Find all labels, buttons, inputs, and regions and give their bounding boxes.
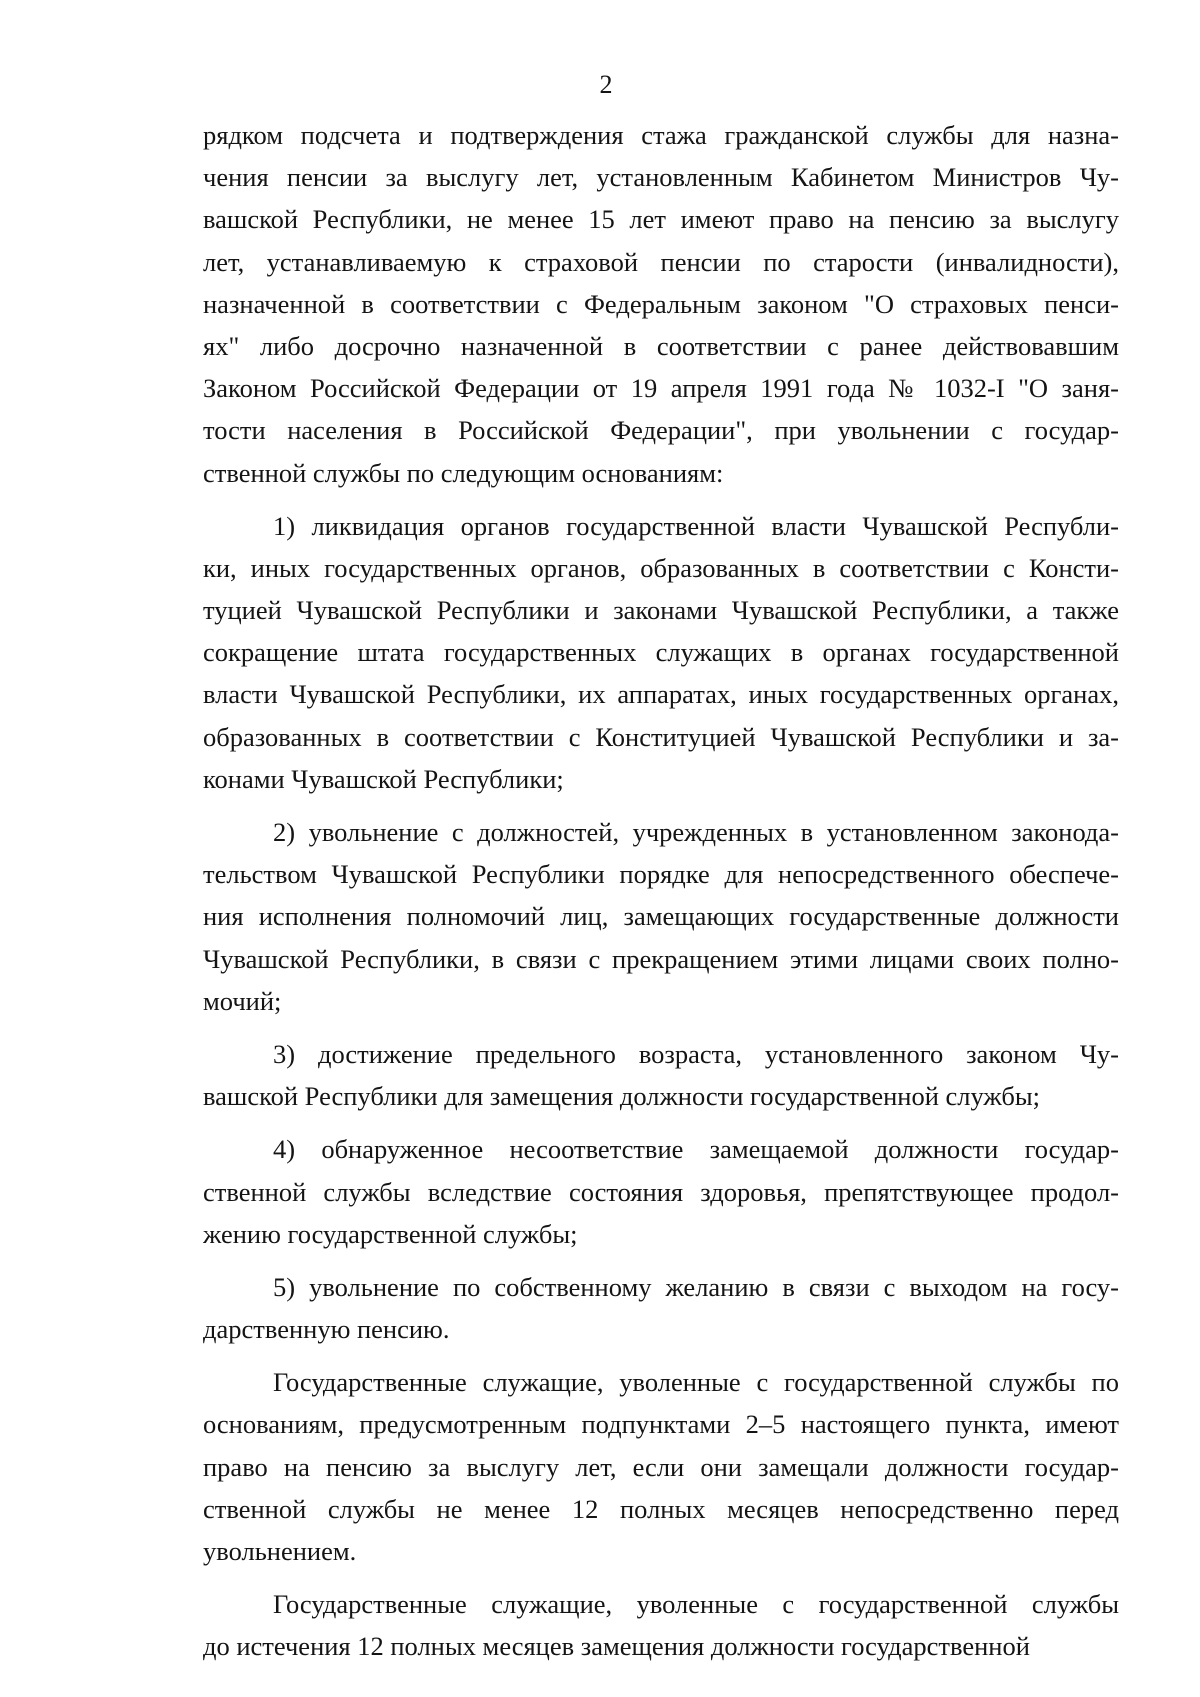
text-line: лет, устанавливаемую к страховой пенсии по старости (инвалидности), [203,246,1119,277]
text-line: образованных в соответствии с Конституцией Чувашской Республики и за- [203,721,1119,752]
text-line: назначенной в соответствии с Федеральным законом "О страховых пенси- [203,288,1119,319]
text-line: ственной службы не менее 12 полных месяцев непосредственно перед [203,1493,1119,1524]
paragraph [203,1033,1119,1117]
paragraph-gap [203,1572,1119,1583]
text-line: основаниям, предусмотренным подпунктами 2–5 настоящего пункта, имеют [203,1409,1119,1440]
text-line: до истечения 12 полных месяцев замещения должности государственной [203,1631,1030,1662]
text-line: чения пенсии за выслугу лет, установленным Кабинетом Министров Чу- [203,162,1119,193]
text-line: 4) обнаруженное несоответствие замещаемой должности государ- [273,1134,1119,1165]
paragraph [203,1266,1119,1350]
paragraph [203,1583,1119,1667]
text-line: вашской Республики для замещения должности государственной службы; [203,1081,1041,1112]
document-body [203,114,1119,1668]
text-line: власти Чувашской Республики, их аппаратах, иных государственных органах, [203,679,1119,710]
text-line: конами Чувашской Республики; [203,763,564,794]
paragraph-gap [203,1255,1119,1266]
text-line: ки, иных государственных органов, образованных в соответствии с Консти- [203,552,1119,583]
text-line: дарственную пенсию. [203,1314,450,1345]
text-line: тельством Чувашской Республики порядке для непосредственного обеспече- [203,859,1119,890]
text-line: Государственные служащие, уволенные с государственной службы по [273,1367,1119,1398]
text-line: увольнением. [203,1536,357,1566]
text-line: рядком подсчета и подтверждения стажа гражданской службы для назна- [203,120,1119,150]
text-line: право на пенсию за выслугу лет, если они замещали должности государ- [203,1451,1119,1482]
paragraph [203,114,1119,494]
text-line: мочий; [203,985,282,1016]
paragraph [203,811,1119,1022]
paragraph-gap [203,800,1119,811]
page-number: 2 [599,70,613,99]
paragraph-gap [203,1117,1119,1128]
paragraph [203,1128,1119,1255]
paragraph-gap [203,1022,1119,1033]
text-line: ях" либо досрочно назначенной в соответствии с ранее действовавшим [203,330,1119,361]
paragraph [203,505,1119,800]
text-line: вашской Республики, не менее 15 лет имеют право на пенсию за выслугу [203,204,1119,235]
text-line: Государственные служащие, уволенные с государственной службы [273,1589,1119,1620]
paragraph-gap [203,1350,1119,1361]
text-line: 3) достижение предельного возраста, установленного законом Чу- [273,1038,1119,1069]
text-line: ния исполнения полномочий лиц, замещающих государственные должности [203,901,1119,932]
text-line: 1) ликвидация органов государственной власти Чувашской Республи- [273,510,1119,541]
text-line: Законом Российской Федерации от 19 апреля 1991 года № 1032-I "О заня- [203,373,1119,404]
text-line: 2) увольнение с должностей, учрежденных в установленном законода- [273,817,1119,847]
paragraph-gap [203,494,1119,505]
text-line: ственной службы по следующим основаниям: [203,457,724,488]
text-line: 5) увольнение по собственному желанию в связи с выходом на госу- [273,1271,1119,1302]
paragraph [203,1361,1119,1572]
text-line: туцией Чувашской Республики и законами Чувашской Республики, а также [203,595,1119,626]
text-line: тости населения в Российской Федерации", при увольнении с государ- [203,415,1119,446]
text-line: жению государственной службы; [203,1218,578,1249]
text-line: сокращение штата государственных служащих в органах государственной [203,637,1119,668]
text-line: ственной службы вследствие состояния здоровья, препятствующее продол- [203,1176,1119,1207]
text-line: Чувашской Республики, в связи с прекращением этими лицами своих полно- [203,943,1119,974]
